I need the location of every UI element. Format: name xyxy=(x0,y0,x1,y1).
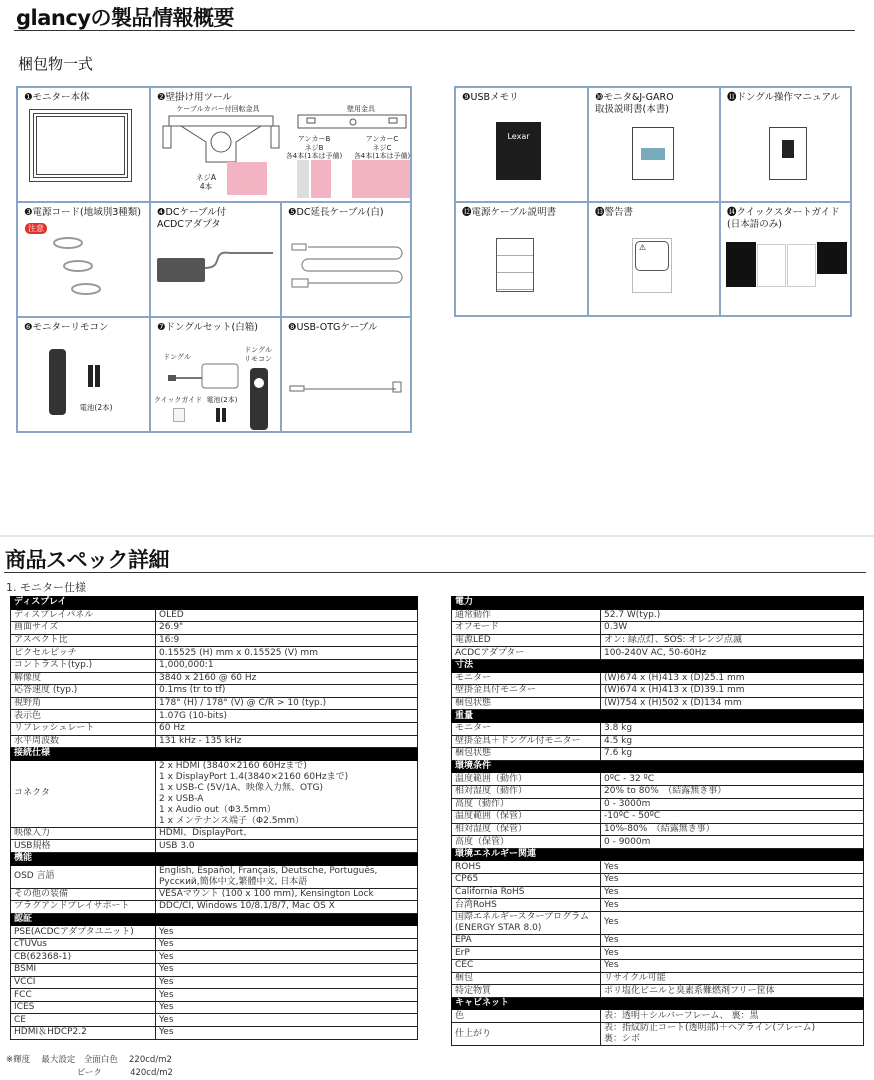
spec-label: 相対湿度（動作） xyxy=(452,785,601,798)
spec-value: -10ºC - 50ºC xyxy=(601,811,864,824)
sub-label: 電池(2本) xyxy=(206,396,238,404)
section-title: 電力 xyxy=(452,597,864,610)
spec-row xyxy=(452,911,864,934)
remote-image xyxy=(49,349,66,415)
spec-row xyxy=(452,697,864,710)
battery-icon xyxy=(95,365,100,387)
spec-value: VESAマウント (100 x 100 mm), Kensington Lock xyxy=(156,888,418,901)
spec-label: コネクタ xyxy=(11,760,156,827)
spec-value: Yes xyxy=(156,964,418,977)
section-header-row xyxy=(452,597,864,610)
spec-value: 表：透明＋シルバーフレーム、 裏：黒 xyxy=(601,1010,864,1023)
spec-value: Yes xyxy=(156,1014,418,1027)
footnote: ※輝度 最大設定 全面白色 220cd/m2 xyxy=(6,1055,172,1065)
spec-value: 52.7 W(typ.) xyxy=(601,609,864,622)
spec-label: OSD 言語 xyxy=(11,865,156,888)
spec-value: オン: 緑点灯、SOS: オレンジ点滅 xyxy=(601,634,864,647)
sub-label: 電池(2本) xyxy=(79,403,113,412)
section-header-row xyxy=(11,748,418,761)
item-label: ❻モニターリモコン xyxy=(24,322,109,333)
spec-value: 0 - 3000m xyxy=(601,798,864,811)
sub-label: クイックガイド xyxy=(153,396,203,404)
battery-icon xyxy=(222,408,226,422)
quick-start-page xyxy=(757,244,786,287)
item-label: ⓮クイックスタートガイド (日本語のみ) xyxy=(727,207,840,230)
spec-value: 0.15525 (H) mm x 0.15525 (V) mm xyxy=(156,647,418,660)
item-label: ❽USB-OTGケーブル xyxy=(288,322,378,333)
monitor-image xyxy=(29,109,132,182)
spec-value: 0.1ms (tr to tf) xyxy=(156,685,418,698)
spec-row xyxy=(11,735,418,748)
package-heading: 梱包物一式 xyxy=(18,55,94,73)
spec-row xyxy=(11,634,418,647)
spec-row xyxy=(452,886,864,899)
package-item-usb-otg xyxy=(281,317,411,432)
spec-row xyxy=(11,609,418,622)
spec-label: 解像度 xyxy=(11,672,156,685)
warning-sheet-image xyxy=(632,238,672,293)
sub-label: 壁用金具 xyxy=(347,105,375,113)
spec-value: HDMI、DisplayPort、 xyxy=(156,827,418,840)
section-header-row xyxy=(11,913,418,926)
spec-label: 高度（保管） xyxy=(452,836,601,849)
spec-label: 通常動作 xyxy=(452,609,601,622)
spec-row xyxy=(11,1001,418,1014)
spec-label: CP65 xyxy=(452,874,601,887)
spec-value: Yes xyxy=(156,1027,418,1040)
battery-icon xyxy=(216,408,220,422)
footnote: ピーク 420cd/m2 xyxy=(6,1068,173,1078)
spec-row xyxy=(452,1023,864,1046)
spec-row xyxy=(11,672,418,685)
spec-label: ピクセルピッチ xyxy=(11,647,156,660)
spec-value: USB 3.0 xyxy=(156,840,418,853)
spec-label: cTUVus xyxy=(11,938,156,951)
spec-label: 特定物質 xyxy=(452,985,601,998)
spec-value: Yes xyxy=(601,886,864,899)
item-label: ❾USBメモリ xyxy=(462,92,519,103)
spec-row xyxy=(11,710,418,723)
item-label: ❺DC延長ケーブル(白) xyxy=(288,207,384,218)
lexar-package-image: Lexar xyxy=(496,122,541,180)
spec-label: アスペクト比 xyxy=(11,634,156,647)
spec-row xyxy=(452,647,864,660)
spec-row xyxy=(11,989,418,1002)
spec-value: 0 - 9000m xyxy=(601,836,864,849)
spec-value: (W)674 x (H)413 x (D)25.1 mm xyxy=(601,672,864,685)
spec-row xyxy=(11,722,418,735)
item-label: ❶モニター本体 xyxy=(24,92,90,103)
spec-label: 映像入力 xyxy=(11,827,156,840)
spec-row xyxy=(452,748,864,761)
package-item-dc-extension xyxy=(281,202,411,317)
spec-label: モニター xyxy=(452,672,601,685)
swivel-bracket-image xyxy=(161,114,281,164)
package-item-acdc-adapter xyxy=(150,202,281,317)
spec-value: 4.5 kg xyxy=(601,735,864,748)
spec-row xyxy=(11,647,418,660)
warning-icon: ⚠ xyxy=(635,241,669,271)
spec-row xyxy=(11,964,418,977)
spec-label: CEC xyxy=(452,960,601,973)
spec-label: プラグアンドプレイサポート xyxy=(11,901,156,914)
dongle-image xyxy=(165,362,240,390)
spec-row xyxy=(11,1014,418,1027)
usb-otg-cable-image xyxy=(288,378,408,398)
package-item-usb-memory xyxy=(455,87,588,202)
spec-value: Yes xyxy=(601,899,864,912)
spec-row xyxy=(452,685,864,698)
section-header-row xyxy=(452,997,864,1010)
power-cord-image xyxy=(48,233,118,303)
spec-table-right xyxy=(451,596,864,1046)
spec-label: 梱包 xyxy=(452,972,601,985)
spec-label: 画面サイズ xyxy=(11,622,156,635)
spec-label: 壁掛金具＋ドングル付モニター xyxy=(452,735,601,748)
spec-label: 梱包状態 xyxy=(452,748,601,761)
spec-label: California RoHS xyxy=(452,886,601,899)
spec-value: 0ºC - 32 ºC xyxy=(601,773,864,786)
quick-start-page xyxy=(817,242,847,274)
spec-value: 10%-80% （結露無き事） xyxy=(601,823,864,836)
spec-value: 表：指紋防止コート(透明部)＋ヘアライン(フレーム) 裏：シボ xyxy=(601,1023,864,1046)
spec-label: ディスプレイパネル xyxy=(11,609,156,622)
spec-value: Yes xyxy=(156,989,418,1002)
spec-label: FCC xyxy=(11,989,156,1002)
anchor-b-photo xyxy=(297,160,309,198)
spec-value: 3840 x 2160 @ 60 Hz xyxy=(156,672,418,685)
sub-label: ネジA 4本 xyxy=(195,173,217,191)
section-title: 寸法 xyxy=(452,659,864,672)
item-label: ⓭警告書 xyxy=(595,207,634,218)
section-title: ディスプレイ xyxy=(11,597,418,610)
sub-label: ドングル xyxy=(163,353,191,361)
spec-value: Yes xyxy=(601,947,864,960)
spec-row xyxy=(452,722,864,735)
spec-value: 20% to 80% （結露無き事） xyxy=(601,785,864,798)
screw-b-photo xyxy=(311,160,331,198)
spec-value: Yes xyxy=(156,976,418,989)
specs-heading: 商品スペック詳細 xyxy=(5,548,169,572)
dongle-manual-image xyxy=(769,127,807,180)
quick-start-page xyxy=(787,244,816,287)
package-item-monitor xyxy=(17,87,150,202)
section-title: 重量 xyxy=(452,710,864,723)
spec-value: Yes xyxy=(156,938,418,951)
spec-label: CE xyxy=(11,1014,156,1027)
spec-value: Yes xyxy=(601,861,864,874)
spec-value: Yes xyxy=(601,960,864,973)
spec-label: 視野角 xyxy=(11,697,156,710)
caution-badge: 注意 xyxy=(25,223,47,234)
spec-row xyxy=(11,760,418,827)
page-title: glancyの製品情報概要 xyxy=(16,6,234,30)
spec-value: Yes xyxy=(156,951,418,964)
spec-label: 表示色 xyxy=(11,710,156,723)
sub-label: ドングル リモコン xyxy=(244,346,272,363)
spec-label: VCCI xyxy=(11,976,156,989)
spec-row xyxy=(11,697,418,710)
spec-row xyxy=(452,811,864,824)
spec-label: コントラスト(typ.) xyxy=(11,659,156,672)
package-item-warning xyxy=(588,202,720,316)
item-label: ❸電源コード(地域別3種類) xyxy=(24,207,141,218)
spec-label: ICES xyxy=(11,1001,156,1014)
spec-value: 7.6 kg xyxy=(601,748,864,761)
spec-value: ポリ塩化ビニルと臭素系難燃剤フリー筐体 xyxy=(601,985,864,998)
spec-row xyxy=(11,865,418,888)
spec-row xyxy=(452,972,864,985)
package-item-manual xyxy=(588,87,720,202)
section-title: キャビネット xyxy=(452,997,864,1010)
section-header-row xyxy=(452,659,864,672)
spec-value: 0.3W xyxy=(601,622,864,635)
spec-row xyxy=(11,659,418,672)
section-title: 接続仕様 xyxy=(11,748,418,761)
specs-rule xyxy=(4,572,866,573)
spec-label: 壁掛金具付モニター xyxy=(452,685,601,698)
spec-row xyxy=(452,773,864,786)
spec-label: USB規格 xyxy=(11,840,156,853)
spec-value: 26.9" xyxy=(156,622,418,635)
specs-subheading: 1. モニター仕様 xyxy=(6,581,86,594)
spec-label: その他の装備 xyxy=(11,888,156,901)
quick-start-page xyxy=(726,242,756,287)
spec-value: 3.8 kg xyxy=(601,722,864,735)
spec-value: Yes xyxy=(601,934,864,947)
section-title: 環境エネルギー関連 xyxy=(452,848,864,861)
spec-label: 相対湿度（保管） xyxy=(452,823,601,836)
power-cable-manual-image xyxy=(496,238,534,292)
quick-guide-image xyxy=(173,408,185,422)
spec-label: 応答速度 (typ.) xyxy=(11,685,156,698)
spec-value: English, Español, Français, Deutsche, Português, Русский,簡体中文,繁體中文, 日本語 xyxy=(156,865,418,888)
spec-value: 1.07G (10-bits) xyxy=(156,710,418,723)
spec-row xyxy=(452,960,864,973)
adapter-image xyxy=(155,248,280,288)
section-header-row xyxy=(11,597,418,610)
spec-label: ROHS xyxy=(452,861,601,874)
section-title: 認証 xyxy=(11,913,418,926)
spec-value: 2 x HDMI (3840×2160 60Hzまで) 1 x DisplayPort 1.4(3840×2160 60Hzまで) 1 x USB-C (5V/1A、映像入力無、OTG) 2 x USB-A 1 x Audio out（Φ3.5mm） 1 x メンテナンス端子（Φ2.5mm） xyxy=(156,760,418,827)
spec-row xyxy=(11,1027,418,1040)
spec-table-left xyxy=(10,596,418,1040)
spec-label: 台湾RoHS xyxy=(452,899,601,912)
spec-label: 電源LED xyxy=(452,634,601,647)
package-item-monitor-remote xyxy=(17,317,150,432)
package-item-wall-tools xyxy=(150,87,411,202)
item-label: ❿モニタ&J-GARO 取扱説明書(本書) xyxy=(595,92,674,115)
spec-row xyxy=(11,888,418,901)
spec-label: 国際エネルギースタープログラム (ENERGY STAR 8.0) xyxy=(452,911,601,934)
spec-value: Yes xyxy=(601,874,864,887)
spec-row xyxy=(452,934,864,947)
spec-row xyxy=(452,785,864,798)
dc-extension-image xyxy=(288,241,406,291)
screw-a-photo xyxy=(227,162,267,195)
spec-row xyxy=(452,735,864,748)
spec-label: 温度範囲（保管） xyxy=(452,811,601,824)
spec-value: OLED xyxy=(156,609,418,622)
spec-row xyxy=(11,976,418,989)
spec-label: ErP xyxy=(452,947,601,960)
spec-label: 梱包状態 xyxy=(452,697,601,710)
item-label: ❷壁掛け用ツール xyxy=(157,92,232,103)
item-label: ❼ドングルセット(白箱) xyxy=(157,322,258,333)
spec-row xyxy=(11,951,418,964)
spec-value: 131 kHz - 135 kHz xyxy=(156,735,418,748)
spec-label: オフモード xyxy=(452,622,601,635)
spec-row xyxy=(11,901,418,914)
spec-row xyxy=(11,685,418,698)
section-header-row xyxy=(452,710,864,723)
section-header-row xyxy=(452,848,864,861)
package-item-quick-start xyxy=(720,202,851,316)
spec-value: (W)754 x (H)502 x (D)134 mm xyxy=(601,697,864,710)
item-label: ⓫ドングル操作マニュアル xyxy=(727,92,841,103)
spec-value: Yes xyxy=(156,926,418,939)
spec-row xyxy=(452,985,864,998)
section-title: 環境条件 xyxy=(452,760,864,773)
spec-value: 60 Hz xyxy=(156,722,418,735)
spec-label: モニター xyxy=(452,722,601,735)
spec-label: BSMI xyxy=(11,964,156,977)
spec-value: リサイクル可能 xyxy=(601,972,864,985)
spec-label: CB(62368-1) xyxy=(11,951,156,964)
item-label: ⓬電源ケーブル説明書 xyxy=(462,207,557,218)
sub-label: アンカーB ネジB 各4本(1本は予備) xyxy=(285,135,343,160)
spec-row xyxy=(452,861,864,874)
spec-row xyxy=(11,622,418,635)
spec-value: 16:9 xyxy=(156,634,418,647)
spec-row xyxy=(452,899,864,912)
spec-label: EPA xyxy=(452,934,601,947)
manual-image xyxy=(632,127,674,180)
item-label: ❹DCケーブル付 ACDCアダプタ xyxy=(157,207,227,230)
spec-label: PSE(ACDCアダプタユニット) xyxy=(11,926,156,939)
package-item-dongle-manual xyxy=(720,87,851,202)
spec-label: 仕上がり xyxy=(452,1023,601,1046)
section-divider xyxy=(0,535,874,537)
package-grid-left xyxy=(16,86,412,433)
spec-label: リフレッシュレート xyxy=(11,722,156,735)
spec-row xyxy=(11,938,418,951)
anchor-c-photo xyxy=(352,160,410,198)
package-grid-right xyxy=(454,86,852,317)
spec-value: Yes xyxy=(601,911,864,934)
spec-row xyxy=(11,840,418,853)
spec-label: 高度（動作） xyxy=(452,798,601,811)
spec-row xyxy=(452,609,864,622)
battery-icon xyxy=(88,365,93,387)
spec-value: 178° (H) / 178° (V) @ C/R > 10 (typ.) xyxy=(156,697,418,710)
spec-value: (W)674 x (H)413 x (D)39.1 mm xyxy=(601,685,864,698)
sub-label: ケーブルカバー付回転金具 xyxy=(176,105,260,113)
spec-label: ACDCアダプター xyxy=(452,647,601,660)
spec-value: 100-240V AC, 50-60Hz xyxy=(601,647,864,660)
package-item-dongle-set xyxy=(150,317,281,432)
spec-row xyxy=(452,836,864,849)
spec-row xyxy=(452,874,864,887)
spec-label: 色 xyxy=(452,1010,601,1023)
section-header-row xyxy=(11,852,418,865)
spec-label: 温度範囲（動作） xyxy=(452,773,601,786)
sub-label: アンカーC ネジC 各4本(1本は予備) xyxy=(353,135,411,160)
wall-bracket-image xyxy=(297,114,409,130)
dongle-remote-image xyxy=(250,368,268,430)
spec-row xyxy=(452,823,864,836)
spec-row xyxy=(452,1010,864,1023)
title-rule xyxy=(14,30,855,31)
spec-row xyxy=(452,622,864,635)
spec-value: Yes xyxy=(156,1001,418,1014)
section-header-row xyxy=(452,760,864,773)
package-item-power-cable-manual xyxy=(455,202,588,316)
spec-value: DDC/CI, Windows 10/8.1/8/7, Mac OS X xyxy=(156,901,418,914)
spec-label: HDMI＆HDCP2.2 xyxy=(11,1027,156,1040)
spec-row xyxy=(452,947,864,960)
spec-row xyxy=(11,827,418,840)
spec-row xyxy=(452,798,864,811)
spec-row xyxy=(452,634,864,647)
section-title: 機能 xyxy=(11,852,418,865)
spec-value: 1,000,000:1 xyxy=(156,659,418,672)
spec-row xyxy=(11,926,418,939)
spec-label: 水平周波数 xyxy=(11,735,156,748)
package-item-power-cord xyxy=(17,202,150,317)
spec-row xyxy=(452,672,864,685)
